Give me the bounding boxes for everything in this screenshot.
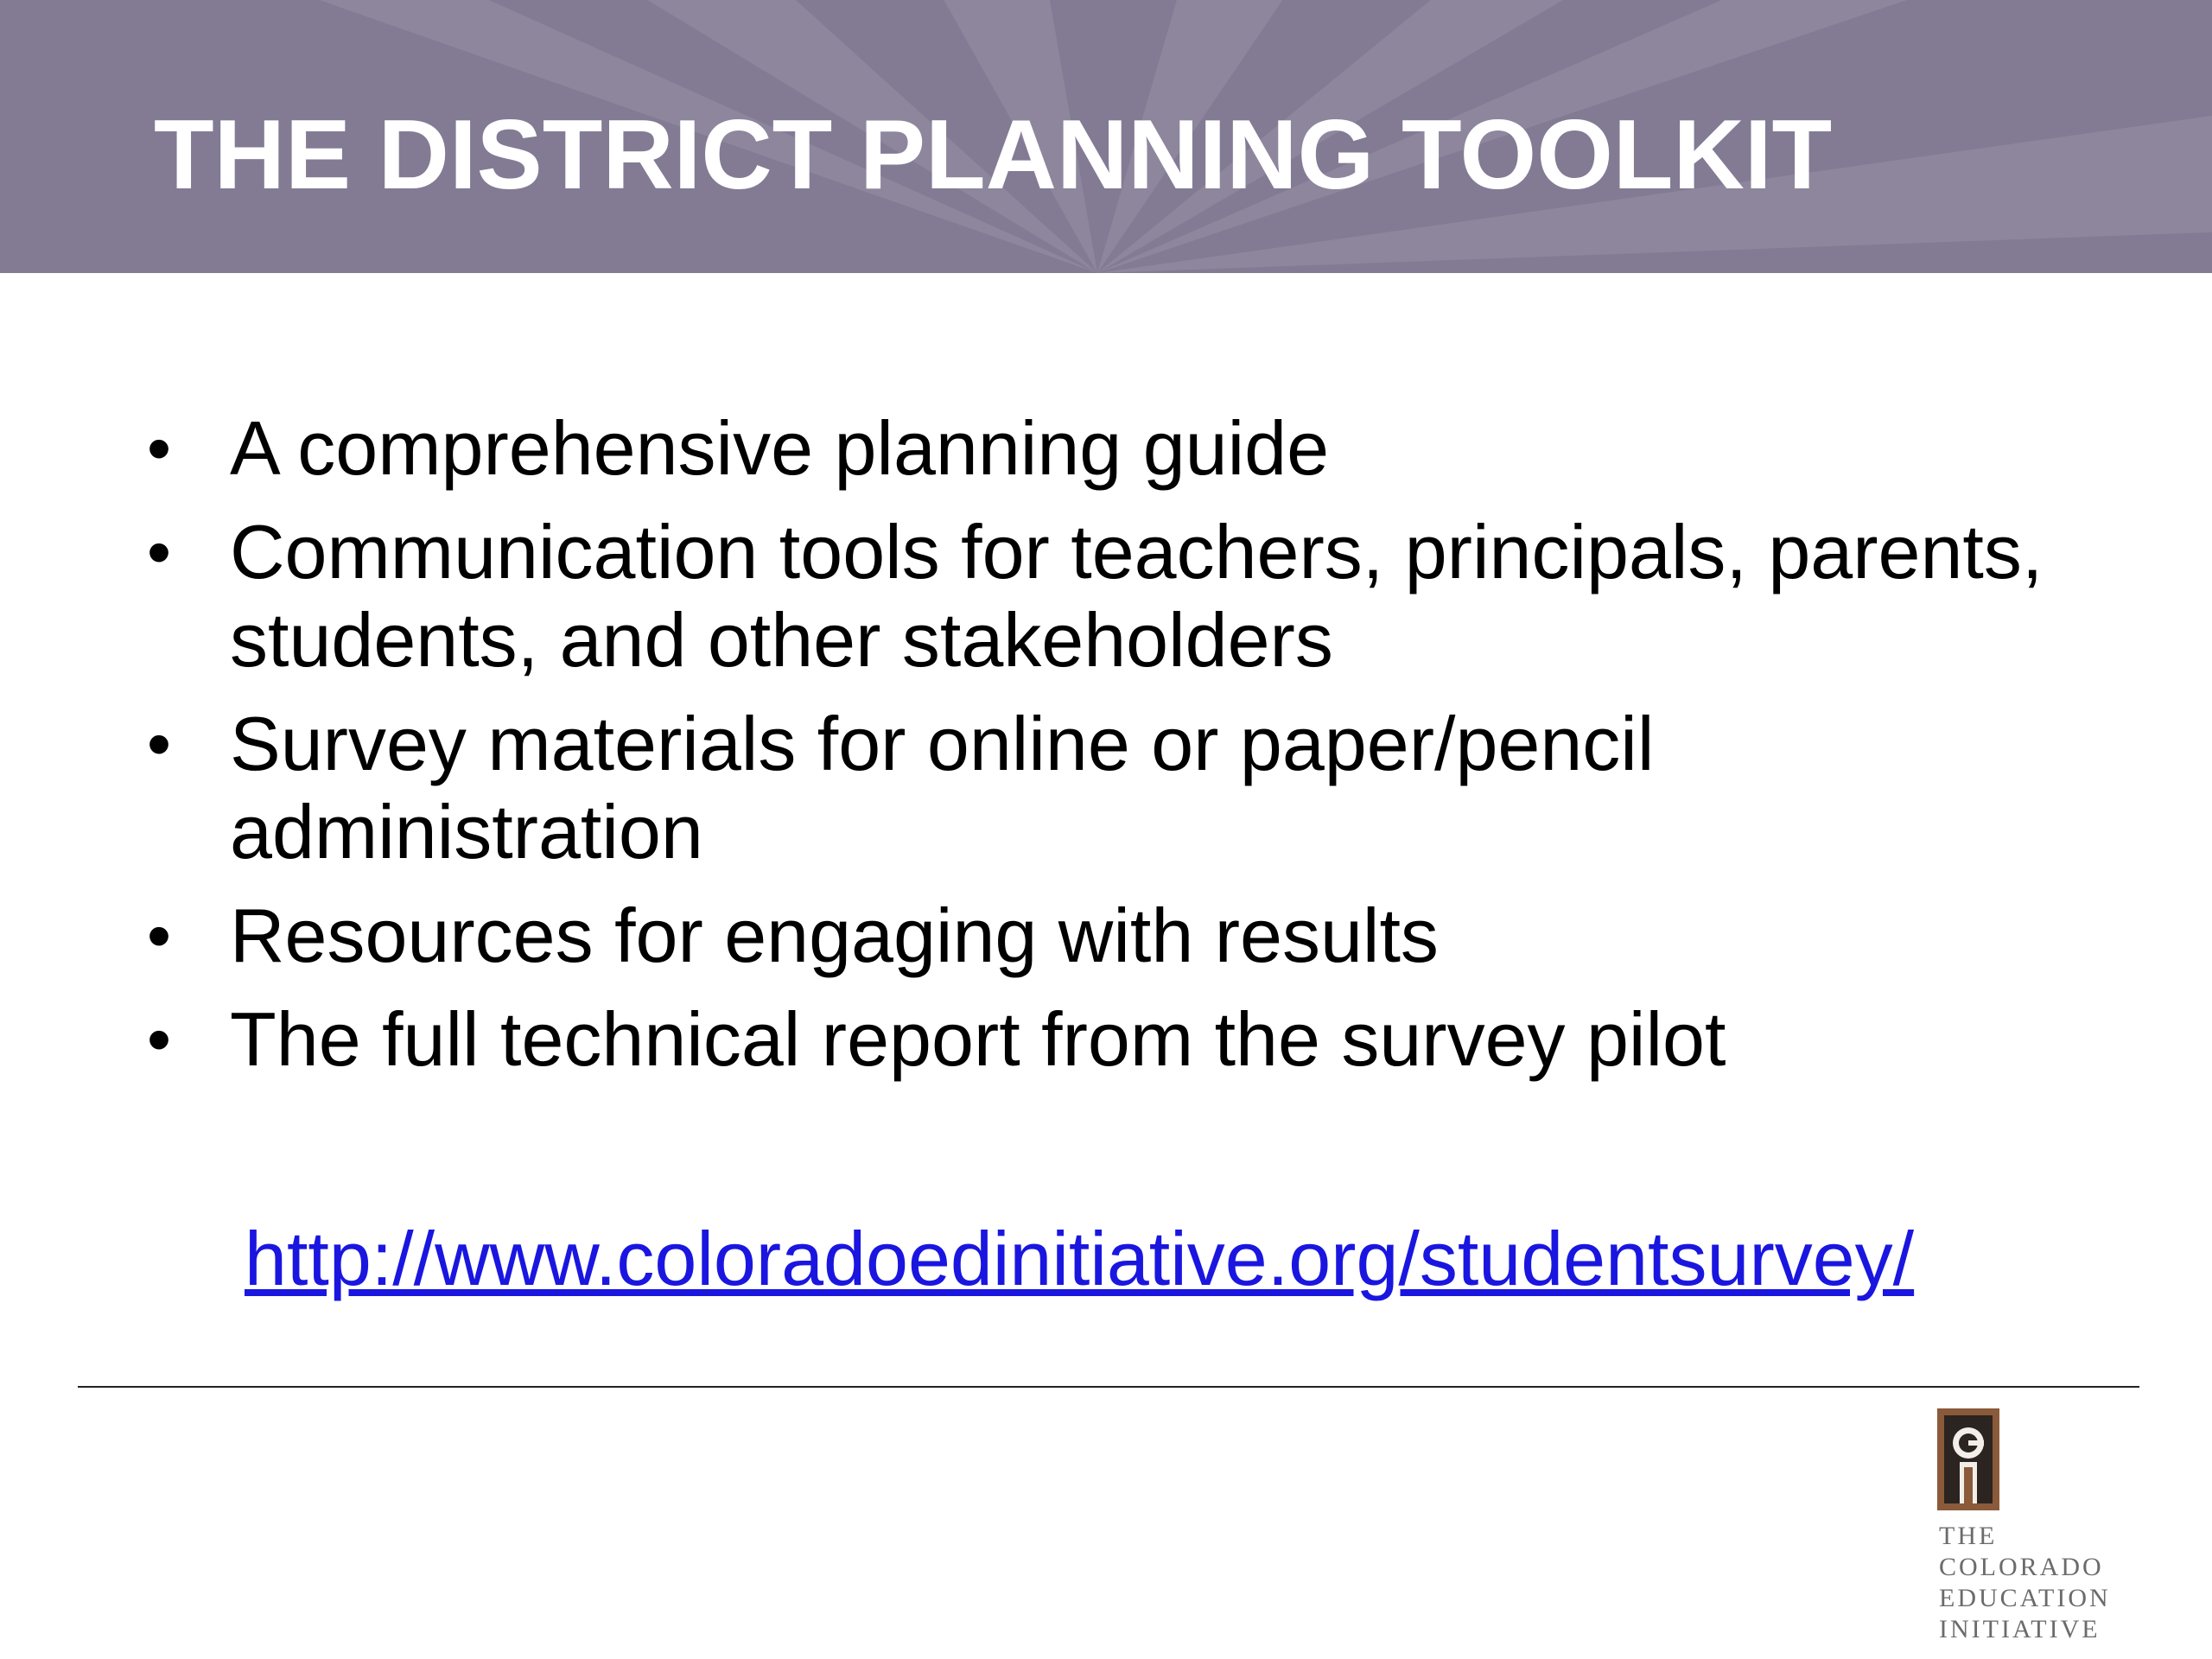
slide-title: THE DISTRICT PLANNING TOOLKIT	[154, 100, 1833, 210]
bullet-marker: •	[147, 410, 172, 486]
bullet-text: Resources for engaging with results	[230, 893, 1439, 978]
bullet-text: Communication tools for teachers, principals, parents, students, and other stakeholders	[230, 509, 2044, 683]
bullet-item	[138, 508, 2082, 684]
title-banner	[0, 0, 2212, 273]
bullet-marker: •	[147, 513, 172, 590]
bullet-text: A comprehensive planning guide	[230, 405, 1330, 491]
bullet-text: The full technical report from the survey pilot	[230, 996, 1726, 1082]
logo-line: INITIATIVE	[1939, 1615, 2101, 1643]
bullet-item	[138, 995, 2082, 1084]
bullet-marker: •	[147, 1001, 172, 1077]
bullet-text: Survey materials for online or paper/pencil administration	[230, 701, 1655, 874]
logo-wordmark	[1939, 1521, 2111, 1645]
bullet-list	[138, 404, 2082, 1099]
bullet-marker: •	[147, 897, 172, 974]
survey-link[interactable]: http://www.coloradoedinitiative.org/studentsurvey/	[245, 1216, 1915, 1301]
logo-line: COLORADO	[1939, 1553, 2104, 1581]
bullet-item	[138, 892, 2082, 980]
footer-divider	[78, 1386, 2139, 1388]
bullet-item	[138, 700, 2082, 876]
bullet-marker: •	[147, 705, 172, 782]
logo-line: EDUCATION	[1939, 1584, 2111, 1612]
bullet-item	[138, 404, 2082, 493]
colorado-education-initiative-logo	[1936, 1407, 2126, 1643]
cei-emblem-icon	[1936, 1407, 2005, 1515]
logo-line: THE	[1939, 1522, 1998, 1550]
